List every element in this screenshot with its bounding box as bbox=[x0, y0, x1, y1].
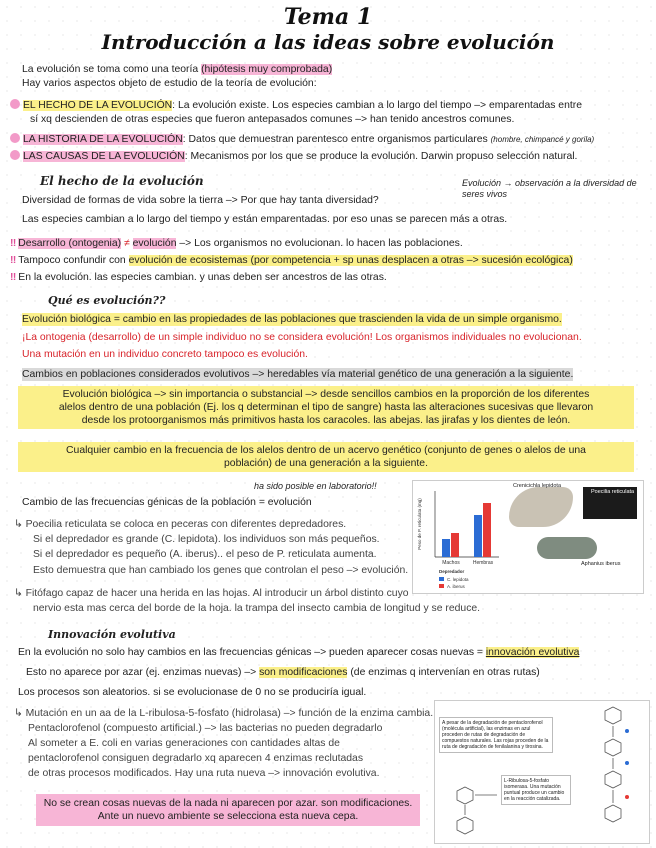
fig-label-c: Aphanius iberus bbox=[581, 561, 621, 567]
page-subtitle: Introducción a las ideas sobre evolución bbox=[101, 30, 555, 54]
intro-line-1 bbox=[22, 63, 332, 76]
s2-box-line: Evolución biológica –> sin importancia o substancial –> desde sencillos cambios en la proporción de los diferentes bbox=[62, 389, 590, 400]
legend-title: Depredador bbox=[439, 569, 465, 574]
section-title-innovacion: Innovación evolutiva bbox=[48, 628, 176, 641]
s1-bullet-3-text: En la evolución. las especies cambian. y unas deben ser ancestros de las otras. bbox=[18, 272, 387, 283]
page-title: Tema 1 bbox=[283, 4, 373, 30]
section-title-hecho: El hecho de la evolución bbox=[40, 174, 204, 188]
molecule-shape bbox=[605, 707, 621, 724]
pathway-note-1: A pesar de la degradación de pentaclorofenol (molécula artificial), las enzimas en azul proceden de rutas de degradación de compuestos naturales. Las rojas proceden de la ruta de degradación de fenilalanina y tirosina. bbox=[439, 717, 553, 753]
s4-mutation-1 bbox=[14, 707, 433, 720]
s3-poecilia-1 bbox=[14, 518, 346, 531]
bar-chart bbox=[415, 483, 503, 591]
arrow-icon: ↳ bbox=[14, 588, 26, 599]
fig-label-a: Crenicichla lepidota bbox=[513, 483, 561, 489]
x-tick-label: Machos bbox=[442, 560, 460, 566]
aspect-hecho-cont: sí xq descienden de otras especies que fueron antepasados comunes –> han tenido ancestros comunes. bbox=[30, 114, 515, 125]
s2-definition: Evolución biológica = cambio en las propiedades de las poblaciones que trascienden la vida de un simple organismo. bbox=[22, 314, 562, 325]
s4-mutation-5: de otras procesos modificados. Hay una ruta nueva –> innovación evolutiva. bbox=[28, 768, 380, 779]
s2-box-line: alelos dentro de una población (Ej. los q determinan el tipo de sangre) hasta las alteraciones sucesivas que llevaron bbox=[58, 402, 594, 413]
s1-bullet-3 bbox=[10, 271, 387, 284]
molecule-shape bbox=[457, 817, 473, 834]
s1-bullet-2-rest: (por competencia + sp unas desplacen a otras –> sucesión ecológica) bbox=[247, 255, 573, 266]
s4-mutation-2: Pentaclorofenol (compuesto artificial.) –> las bacterias no pueden degradarlo bbox=[28, 723, 383, 734]
bar-hembras-1 bbox=[483, 503, 491, 557]
s4-text: (de enzimas q intervenían en otras rutas) bbox=[347, 667, 540, 678]
highlight-evolucion: evolución bbox=[132, 238, 177, 249]
aspect-historia bbox=[10, 133, 594, 146]
figure-pathway bbox=[434, 700, 650, 844]
figure-poecilia bbox=[412, 480, 644, 594]
s1-bullet-1-text: –> Los organismos no evolucionan. lo hacen las poblaciones. bbox=[176, 238, 463, 249]
s1-bullet-2 bbox=[10, 254, 573, 267]
s3-poecilia-3: Si el depredador es pequeño (A. iberus).. el peso de P. reticulata aumenta. bbox=[33, 549, 377, 560]
aspect-note: (hombre, chimpancé y gorila) bbox=[490, 135, 595, 144]
intro-text: La evolución se toma como una teoría bbox=[22, 64, 199, 75]
aspect-label: LA HISTORIA DE LA EVOLUCIÓN bbox=[23, 134, 183, 145]
s2-box-line: desde los protoorganismos más primitivos hasta los caracoles. las abejas. las jirafas y los dientes de león. bbox=[81, 415, 571, 426]
killifish-image bbox=[537, 537, 597, 559]
s2-box-line: población) de una generación a la siguiente. bbox=[224, 458, 428, 469]
conclusion-box bbox=[36, 794, 420, 826]
s4-line-2 bbox=[26, 666, 540, 679]
exclamation-icon: ‼ bbox=[10, 238, 17, 249]
intro-line-2: Hay varios aspectos objeto de estudio de la teoría de evolución: bbox=[22, 78, 317, 89]
arrow-icon: ↳ bbox=[14, 519, 26, 530]
aspect-text: : La evolución existe. Los especies cambian a lo largo del tiempo –> emparentadas entre bbox=[172, 100, 582, 111]
aspect-hecho bbox=[10, 99, 582, 112]
intro-highlight: (hipótesis muy comprobada) bbox=[201, 64, 333, 75]
bar-hembras-0 bbox=[474, 515, 482, 557]
molecule-shape bbox=[605, 805, 621, 822]
molecule-shape bbox=[605, 771, 621, 788]
lab-note: ha sido posible en laboratorio!! bbox=[254, 481, 377, 491]
highlight-innovacion: innovación evolutiva bbox=[485, 647, 580, 658]
section-title-que-es: Qué es evolución?? bbox=[48, 294, 166, 307]
bullet-dot-icon bbox=[10, 133, 20, 143]
s3-poecilia-2: Si el depredador es grande (C. lepidota). los individuos son más pequeños. bbox=[33, 534, 380, 545]
s4-line-3: Los procesos son aleatorios. si se evolucionase de 0 no se produciría igual. bbox=[18, 687, 367, 698]
s4-mutation-3: Al someter a E. coli en varias generaciones con cantidades altas de bbox=[28, 738, 340, 749]
bar-machos-1 bbox=[451, 533, 459, 557]
s2-bio-evolution-box bbox=[18, 386, 634, 429]
s2-box-line: Cualquier cambio en la frecuencia de los alelos dentro de un acervo genético (conjunto de genes o alelos de una bbox=[66, 445, 586, 456]
s1-line-1: Diversidad de formas de vida sobre la tierra –> Por que hay tanta diversidad? bbox=[22, 195, 379, 206]
s3-fitofago-1 bbox=[14, 587, 409, 600]
molecule-shape bbox=[605, 739, 621, 756]
side-note: Evolución → observación a la diversidad de seres vivos bbox=[462, 178, 637, 199]
bar-machos-0 bbox=[442, 539, 450, 557]
aspect-causas bbox=[10, 150, 577, 163]
aspect-label: EL HECHO DE LA EVOLUCIÓN bbox=[23, 100, 173, 111]
s1-bullet-2-text: Tampoco confundir con bbox=[18, 255, 129, 266]
bullet-dot-icon bbox=[10, 99, 20, 109]
bullet-dot-icon bbox=[10, 150, 20, 160]
s3-text: Poecilia reticulata se coloca en peceras con diferentes depredadores. bbox=[25, 519, 347, 530]
legend-entry: C. lepidota bbox=[447, 577, 469, 582]
arrow-icon: ↳ bbox=[14, 708, 26, 719]
s4-text: En la evolución no solo hay cambios en las frecuencias génicas –> pueden aparecer cosas nuevas = bbox=[18, 647, 486, 658]
conclusion-line: Ante un nuevo ambiente se selecciona esta nueva cepa. bbox=[97, 811, 359, 822]
legend-swatch bbox=[439, 584, 444, 588]
highlight-modificaciones: son modificaciones bbox=[259, 667, 348, 678]
s3-fitofago-2: nervio esta mas cerca del borde de la hoja. la trampa del insecto cambia de longitud y se reduce. bbox=[33, 603, 481, 614]
s4-mutation-4: pentaclorofenol consiguen degradarlo xq aparecen 4 enzimas reclutadas bbox=[28, 753, 364, 764]
not-equal-sign: ≠ bbox=[123, 238, 130, 249]
aspect-text: : Datos que demuestran parentesco entre organismos particulares bbox=[182, 134, 488, 145]
s1-line-2: Las especies cambian a lo largo del tiempo y están emparentadas. por eso unas se parecen más a otras. bbox=[22, 214, 508, 225]
molecule-shape bbox=[457, 787, 473, 804]
s2-mutation-note: Una mutación en un individuo concreto tampoco es evolución. bbox=[22, 349, 308, 360]
aspect-label: LAS CAUSAS DE LA EVOLUCIÓN bbox=[23, 151, 185, 162]
exclamation-icon: ‼ bbox=[10, 272, 17, 283]
pathway-note-2: L-Ribulosa-5-fosfato isomerasa. Una mutación puntual produce un cambio en la reacción catalizada. bbox=[501, 775, 571, 805]
s2-heritable: Cambios en poblaciones considerados evolutivos –> heredables vía material genético de una generación a la siguiente. bbox=[22, 369, 574, 380]
s4-line-1 bbox=[18, 646, 579, 659]
predator-fish-image bbox=[509, 487, 573, 527]
y-axis-label: Peso de P. reticulata (mg) bbox=[417, 498, 422, 550]
legend-swatch bbox=[439, 577, 444, 581]
conclusion-line: No se crean cosas nuevas de la nada ni aparecen por azar. son modificaciones. bbox=[43, 798, 413, 809]
pathway-diagram bbox=[435, 701, 649, 843]
s1-bullet-1 bbox=[10, 237, 463, 250]
s4-text: Esto no aparece por azar (ej. enzimas nuevas) –> bbox=[26, 667, 260, 678]
fig-label-b: Poecilia reticulata bbox=[591, 489, 635, 495]
highlight-ecosistemas: evolución de ecosistemas bbox=[128, 255, 248, 266]
highlight-ontogenia: Desarrollo (ontogenia) bbox=[18, 238, 122, 249]
aspect-text: : Mecanismos por los que se produce la evolución. Darwin propuso selección natural. bbox=[184, 151, 578, 162]
s4-text: Mutación en un aa de la L-ribulosa-5-fosfato (hidrolasa) –> función de la enzima cambia. bbox=[25, 708, 434, 719]
s3-text: Fitófago capaz de hacer una herida en las hojas. Al introducir un árbol distinto cuyo bbox=[25, 588, 409, 599]
s3-line-1: Cambio de las frecuencias génicas de la población = evolución bbox=[22, 497, 312, 508]
s2-allele-box bbox=[18, 442, 634, 472]
s3-poecilia-4: Esto demuestra que han cambiado los genes que controlan el peso –> evolución. bbox=[33, 565, 409, 576]
s2-ontogenia-note: ¡La ontogenia (desarrollo) de un simple individuo no se considera evolución! Los organismos individuales no evolucionan. bbox=[22, 332, 582, 343]
exclamation-icon: ‼ bbox=[10, 255, 17, 266]
x-tick-label: Hembras bbox=[472, 560, 494, 566]
legend-entry: A. iberus bbox=[447, 584, 465, 589]
